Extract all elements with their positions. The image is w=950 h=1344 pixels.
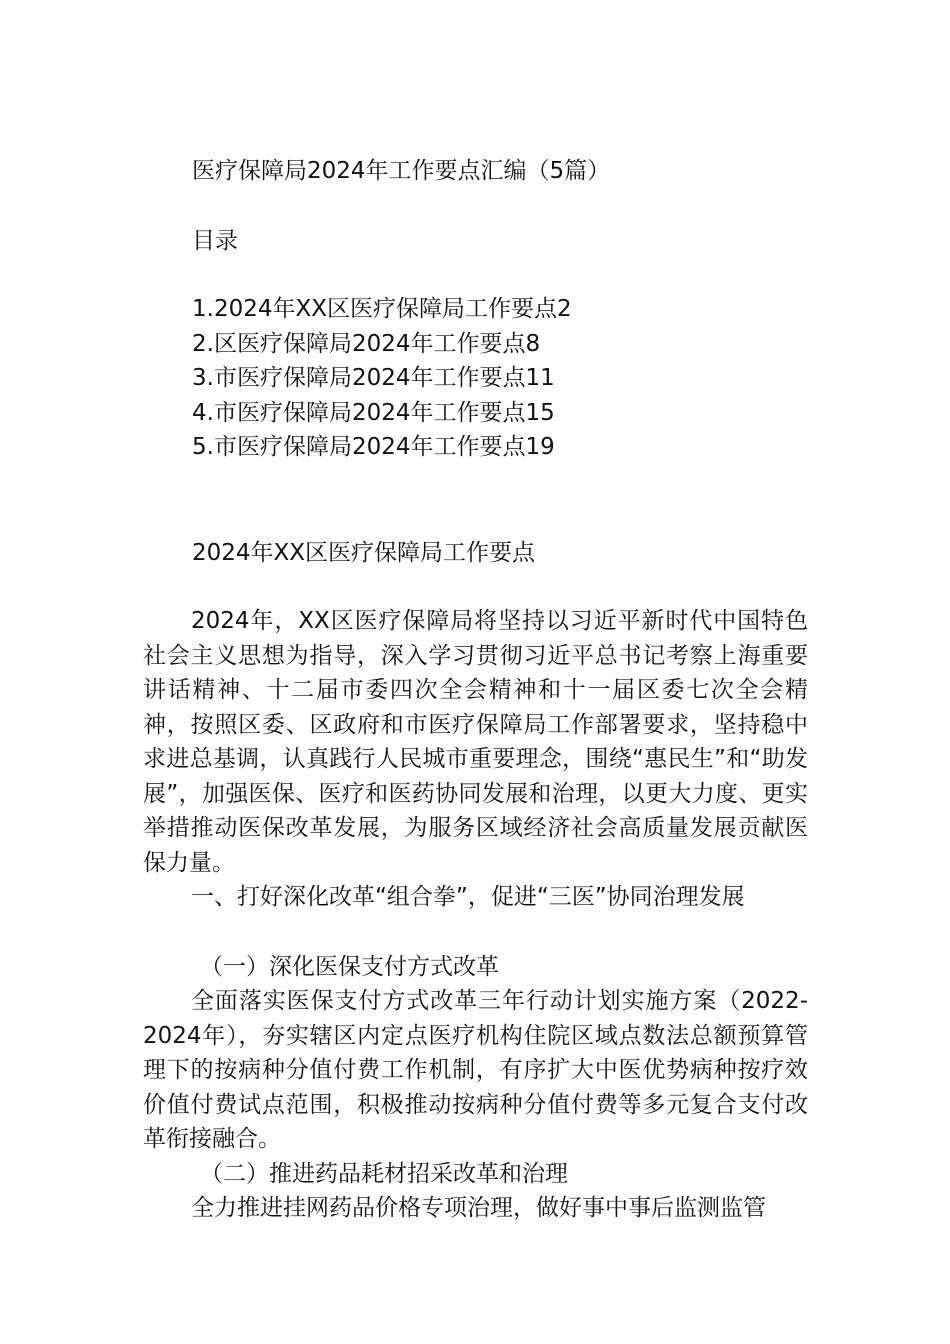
body-paragraph-1: 全面落实医保支付方式改革三年行动计划实施方案（2022-2024年），夯实辖区内定点医疗机构住院区域点数法总额预算管理下的按病种分值付费工作机制，有序扩大中医优势病种按疗效价值付费试点范围，积极推动按病种分值付费等多元复合支付改革衔接融合。	[143, 988, 808, 1152]
intro-paragraph: 2024年，XX区医疗保障局将坚持以习近平新时代中国特色社会主义思想为指导，深入学习贯彻习近平总书记考察上海重要讲话精神、十二届市委四次全会精神和十一届区委七次全会精神，按照区委、区政府和市医疗保障局工作部署要求，坚持稳中求进总基调，认真践行人民城市重要理念，围绕“惠民生”和“助发展”，加强医保、医疗和医药协同发展和治理，以更大力度、更实举措推动医保改革发展，为服务区域经济社会高质量发展贡献医保力量。	[143, 608, 808, 876]
document-title: 医疗保障局2024年工作要点汇编（5篇）	[192, 158, 611, 184]
toc-item[interactable]: 3.市医疗保障局2024年工作要点11	[192, 365, 555, 391]
subsection-heading-2: （二）推进药品耗材招采改革和治理	[200, 1161, 568, 1187]
body-paragraph-2: 全力推进挂网药品价格专项治理，做好事中事后监测监管	[191, 1195, 766, 1221]
toc-heading: 目录	[192, 228, 238, 254]
toc-item[interactable]: 1.2024年XX区医疗保障局工作要点2	[192, 296, 572, 322]
toc-item[interactable]: 5.市医疗保障局2024年工作要点19	[192, 434, 555, 460]
toc-item[interactable]: 2.区医疗保障局2024年工作要点8	[192, 330, 541, 357]
toc-item[interactable]: 4.市医疗保障局2024年工作要点15	[192, 399, 555, 426]
table-of-contents	[192, 292, 572, 465]
section-title: 2024年XX区医疗保障局工作要点	[192, 540, 536, 566]
section-heading-1: 一、打好深化改革“组合拳”，促进“三医”协同治理发展	[191, 884, 745, 910]
subsection-heading-1: （一）深化医保支付方式改革	[200, 954, 499, 980]
